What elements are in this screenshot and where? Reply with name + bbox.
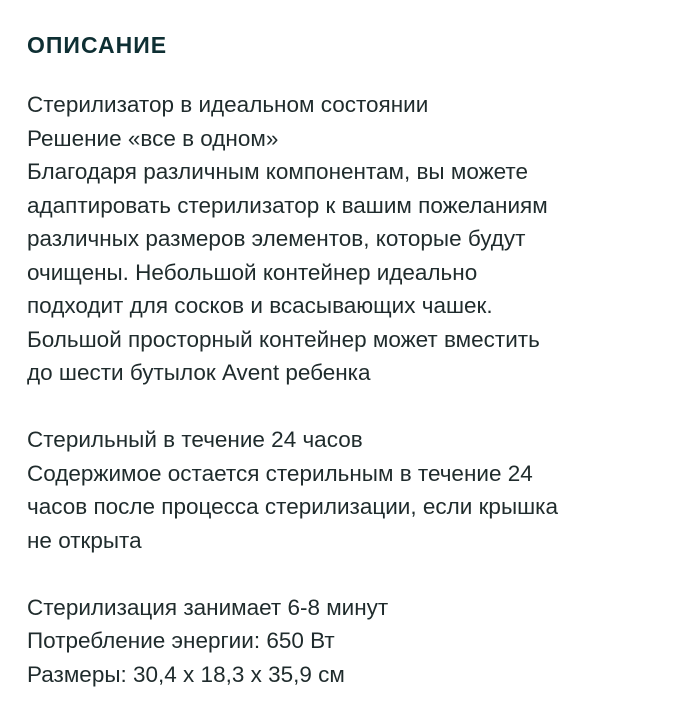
paragraph-sterility [27, 423, 677, 557]
text-line: Содержимое остается стерильным в течение 24 [27, 460, 533, 486]
text-line: различных размеров элементов, которые будут [27, 226, 526, 251]
spec-dimensions: Размеры: 30,4 x 18,3 x 35,9 см [27, 661, 345, 687]
description-body [27, 88, 677, 725]
text-line: Стерилизатор в идеальном состоянии [27, 92, 429, 117]
paragraph-general [27, 88, 677, 390]
text-line: Стерильный в течение 24 часов [27, 427, 363, 452]
text-line: подходит для сосков и всасывающих чашек. [27, 293, 493, 318]
paragraph-specs [27, 591, 677, 692]
section-title: ОПИСАНИЕ [27, 32, 168, 58]
text-line: очищены. Небольшой контейнер идеально [27, 259, 478, 285]
text-line: Благодаря различным компонентам, вы можете [27, 159, 528, 184]
text-line: адаптировать стерилизатор к вашим пожеланиям [27, 192, 548, 218]
text-line: часов после процесса стерилизации, если крышка [27, 494, 559, 519]
text-line: не открыта [27, 527, 142, 553]
text-line: Решение «все в одном» [27, 125, 279, 151]
text-line: Большой просторный контейнер может вместить [27, 326, 540, 352]
spec-power: Потребление энергии: 650 Вт [27, 628, 335, 653]
text-line: до шести бутылок Avent ребенка [27, 360, 371, 385]
spec-duration: Стерилизация занимает 6-8 минут [27, 594, 389, 620]
